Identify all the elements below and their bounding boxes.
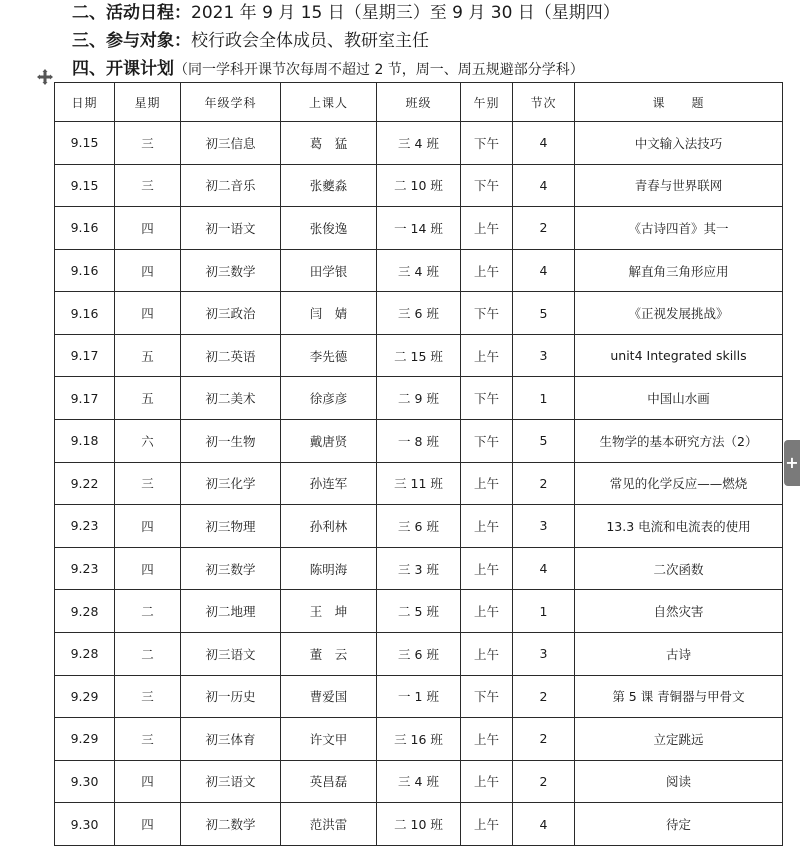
cell-topic: 第 5 课 青铜器与甲骨文 (575, 675, 783, 718)
table-row (55, 590, 783, 633)
cell-session: 下午 (461, 675, 513, 718)
cell-date: 9.16 (55, 249, 115, 292)
table-row (55, 292, 783, 335)
plan-note: （同一学科开课节次每周不超过 2 节，周一、周五规避部分学科） (174, 62, 584, 78)
cell-grade-subject: 初三政治 (181, 292, 281, 335)
cell-period: 4 (513, 122, 575, 165)
cell-period: 1 (513, 590, 575, 633)
cell-teacher: 李先德 (281, 334, 377, 377)
table-row (55, 462, 783, 505)
header-topic: 课 题 (575, 83, 783, 122)
cell-date: 9.16 (55, 292, 115, 335)
cell-topic: 生物学的基本研究方法（2） (575, 420, 783, 463)
cell-weekday: 四 (115, 207, 181, 250)
cell-date: 9.29 (55, 675, 115, 718)
cell-weekday: 五 (115, 334, 181, 377)
cell-session: 下午 (461, 292, 513, 335)
cell-topic: 常见的化学反应——燃烧 (575, 462, 783, 505)
cell-class: 三 6 班 (377, 505, 461, 548)
cell-grade-subject: 初三体育 (181, 718, 281, 761)
cell-period: 5 (513, 420, 575, 463)
cell-teacher: 陈明海 (281, 547, 377, 590)
cell-period: 1 (513, 377, 575, 420)
cell-class: 二 15 班 (377, 334, 461, 377)
cell-session: 上午 (461, 207, 513, 250)
cell-grade-subject: 初三数学 (181, 249, 281, 292)
table-row (55, 377, 783, 420)
cell-grade-subject: 初二数学 (181, 803, 281, 846)
cell-topic: 待定 (575, 803, 783, 846)
cell-date: 9.28 (55, 590, 115, 633)
cell-date: 9.30 (55, 760, 115, 803)
cell-grade-subject: 初三数学 (181, 547, 281, 590)
cell-class: 三 6 班 (377, 292, 461, 335)
cell-session: 上午 (461, 718, 513, 761)
cell-class: 三 16 班 (377, 718, 461, 761)
header-session: 午别 (461, 83, 513, 122)
cell-weekday: 四 (115, 292, 181, 335)
cell-grade-subject: 初二音乐 (181, 164, 281, 207)
cell-teacher: 英昌磊 (281, 760, 377, 803)
table-row (55, 547, 783, 590)
cell-session: 下午 (461, 164, 513, 207)
cell-class: 二 9 班 (377, 377, 461, 420)
table-row (55, 675, 783, 718)
table-row (55, 207, 783, 250)
cell-period: 4 (513, 164, 575, 207)
cell-teacher: 张俊逸 (281, 207, 377, 250)
cell-session: 上午 (461, 590, 513, 633)
cell-session: 下午 (461, 420, 513, 463)
cell-period: 2 (513, 207, 575, 250)
cell-class: 二 5 班 (377, 590, 461, 633)
table-row (55, 803, 783, 846)
cell-teacher: 闫 婧 (281, 292, 377, 335)
cell-date: 9.15 (55, 164, 115, 207)
plan-heading (72, 58, 584, 81)
table-row (55, 334, 783, 377)
cell-session: 下午 (461, 122, 513, 165)
cell-date: 9.17 (55, 334, 115, 377)
cell-class: 三 4 班 (377, 249, 461, 292)
cell-weekday: 四 (115, 760, 181, 803)
cell-topic: 自然灾害 (575, 590, 783, 633)
header-class: 班级 (377, 83, 461, 122)
cell-date: 9.22 (55, 462, 115, 505)
cell-session: 上午 (461, 249, 513, 292)
cell-topic: 立定跳远 (575, 718, 783, 761)
cell-session: 下午 (461, 377, 513, 420)
cell-topic: 阅读 (575, 760, 783, 803)
cell-weekday: 三 (115, 122, 181, 165)
cell-weekday: 四 (115, 803, 181, 846)
cell-date: 9.29 (55, 718, 115, 761)
cell-weekday: 五 (115, 377, 181, 420)
plan-label: 四、开课计划 (72, 59, 174, 79)
cell-grade-subject: 初一历史 (181, 675, 281, 718)
cell-period: 2 (513, 760, 575, 803)
cell-session: 上午 (461, 547, 513, 590)
table-row (55, 632, 783, 675)
cell-date: 9.15 (55, 122, 115, 165)
cell-weekday: 二 (115, 590, 181, 633)
table-row (55, 505, 783, 548)
cell-period: 3 (513, 334, 575, 377)
cell-topic: 二次函数 (575, 547, 783, 590)
cell-grade-subject: 初二地理 (181, 590, 281, 633)
cell-period: 2 (513, 462, 575, 505)
cell-date: 9.17 (55, 377, 115, 420)
participants-label: 三、参与对象： (72, 31, 191, 51)
cell-period: 2 (513, 675, 575, 718)
schedule-label: 二、活动日程： (72, 3, 191, 23)
cell-weekday: 四 (115, 547, 181, 590)
cell-period: 4 (513, 803, 575, 846)
cell-weekday: 四 (115, 249, 181, 292)
table-row (55, 718, 783, 761)
cell-session: 上午 (461, 462, 513, 505)
cell-grade-subject: 初三化学 (181, 462, 281, 505)
cell-session: 上午 (461, 632, 513, 675)
cell-weekday: 三 (115, 675, 181, 718)
table-row (55, 164, 783, 207)
cell-class: 三 11 班 (377, 462, 461, 505)
participants-text: 校行政会全体成员、教研室主任 (191, 31, 429, 51)
cell-teacher: 曹爱国 (281, 675, 377, 718)
cell-date: 9.28 (55, 632, 115, 675)
cell-period: 5 (513, 292, 575, 335)
cell-class: 三 4 班 (377, 122, 461, 165)
cell-weekday: 三 (115, 462, 181, 505)
cell-teacher: 王 坤 (281, 590, 377, 633)
cell-weekday: 三 (115, 718, 181, 761)
cell-date: 9.16 (55, 207, 115, 250)
table-row (55, 420, 783, 463)
header-weekday: 星期 (115, 83, 181, 122)
cell-date: 9.18 (55, 420, 115, 463)
cell-teacher: 田学银 (281, 249, 377, 292)
cell-date: 9.23 (55, 505, 115, 548)
cell-period: 3 (513, 632, 575, 675)
cell-weekday: 二 (115, 632, 181, 675)
cell-weekday: 四 (115, 505, 181, 548)
cell-session: 上午 (461, 334, 513, 377)
cell-topic: 中文输入法技巧 (575, 122, 783, 165)
cell-teacher: 范洪雷 (281, 803, 377, 846)
cell-grade-subject: 初三物理 (181, 505, 281, 548)
cell-class: 一 1 班 (377, 675, 461, 718)
cell-date: 9.23 (55, 547, 115, 590)
cell-teacher: 张夔淼 (281, 164, 377, 207)
cell-teacher: 孙连军 (281, 462, 377, 505)
cell-topic: 青春与世界联网 (575, 164, 783, 207)
header-date: 日期 (55, 83, 115, 122)
cell-class: 三 6 班 (377, 632, 461, 675)
cell-grade-subject: 初三语文 (181, 632, 281, 675)
cell-period: 2 (513, 718, 575, 761)
cell-teacher: 许文甲 (281, 718, 377, 761)
cell-class: 一 8 班 (377, 420, 461, 463)
cell-weekday: 六 (115, 420, 181, 463)
move-icon[interactable] (36, 68, 54, 86)
cell-topic: unit4 Integrated skills (575, 334, 783, 377)
table-row (55, 760, 783, 803)
cell-class: 三 3 班 (377, 547, 461, 590)
cell-grade-subject: 初二美术 (181, 377, 281, 420)
cell-period: 3 (513, 505, 575, 548)
header-period: 节次 (513, 83, 575, 122)
cell-topic: 中国山水画 (575, 377, 783, 420)
table-header-row (55, 83, 783, 122)
cell-teacher: 徐彦彦 (281, 377, 377, 420)
header-grade-subject: 年级学科 (181, 83, 281, 122)
table-row (55, 122, 783, 165)
cell-grade-subject: 初一语文 (181, 207, 281, 250)
cell-date: 9.30 (55, 803, 115, 846)
cell-weekday: 三 (115, 164, 181, 207)
table-row (55, 249, 783, 292)
plus-icon[interactable]: + (784, 440, 800, 486)
cell-grade-subject: 初三信息 (181, 122, 281, 165)
cell-topic: 解直角三角形应用 (575, 249, 783, 292)
cell-grade-subject: 初三语文 (181, 760, 281, 803)
schedule-text: 2021 年 9 月 15 日（星期三）至 9 月 30 日（星期四） (191, 3, 620, 23)
cell-topic: 《古诗四首》其一 (575, 207, 783, 250)
participants-heading (72, 30, 429, 52)
cell-teacher: 葛 猛 (281, 122, 377, 165)
cell-session: 上午 (461, 760, 513, 803)
cell-grade-subject: 初一生物 (181, 420, 281, 463)
cell-grade-subject: 初二英语 (181, 334, 281, 377)
cell-period: 4 (513, 249, 575, 292)
course-schedule-table (54, 82, 783, 846)
cell-teacher: 孙利林 (281, 505, 377, 548)
header-teacher: 上课人 (281, 83, 377, 122)
cell-teacher: 戴唐贤 (281, 420, 377, 463)
schedule-heading (72, 2, 620, 24)
cell-period: 4 (513, 547, 575, 590)
cell-class: 二 10 班 (377, 164, 461, 207)
cell-class: 二 10 班 (377, 803, 461, 846)
cell-topic: 古诗 (575, 632, 783, 675)
cell-session: 上午 (461, 803, 513, 846)
cell-topic: 《正视发展挑战》 (575, 292, 783, 335)
cell-teacher: 董 云 (281, 632, 377, 675)
cell-class: 三 4 班 (377, 760, 461, 803)
cell-class: 一 14 班 (377, 207, 461, 250)
cell-session: 上午 (461, 505, 513, 548)
cell-topic: 13.3 电流和电流表的使用 (575, 505, 783, 548)
